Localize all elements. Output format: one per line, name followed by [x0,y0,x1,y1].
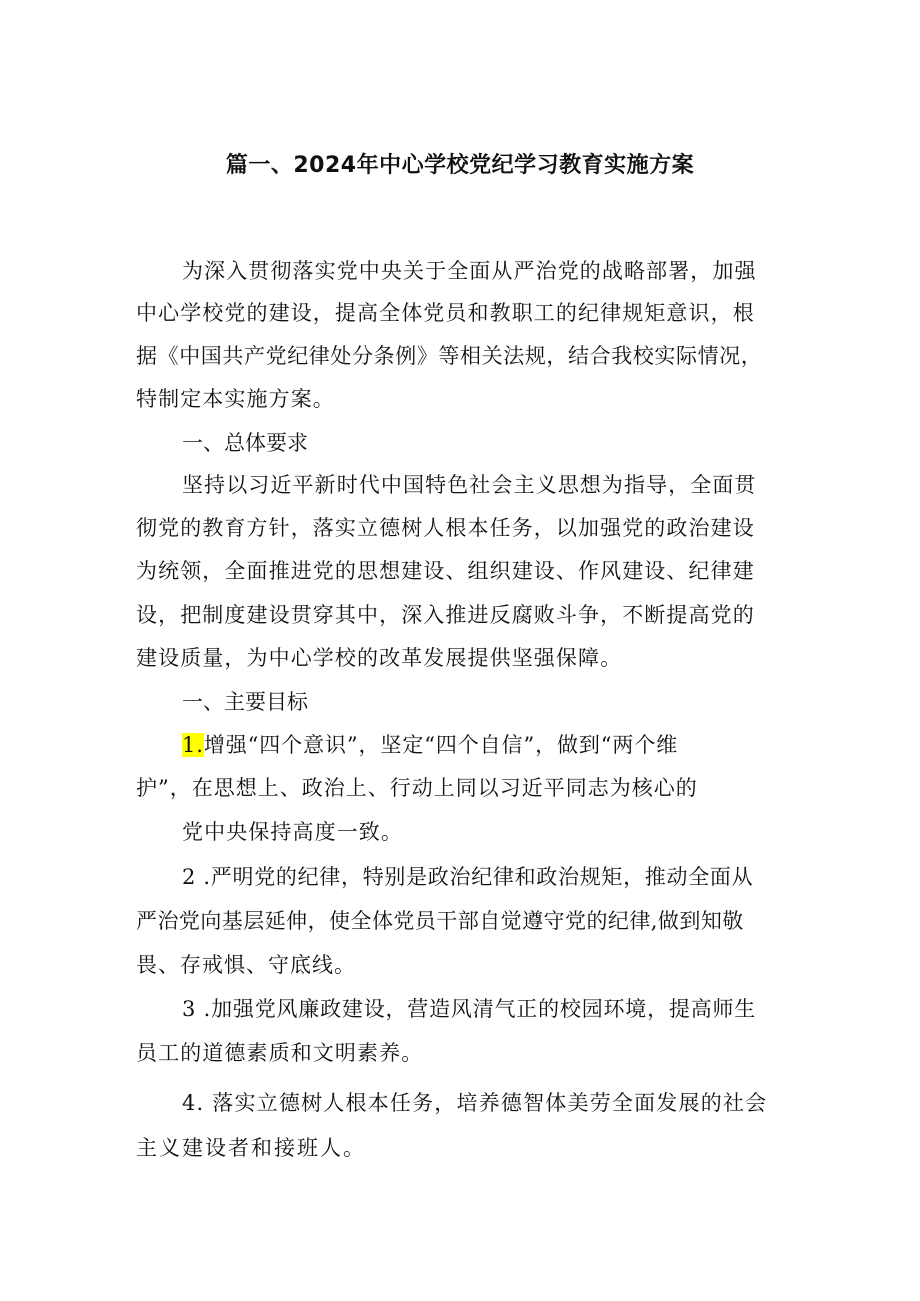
section1-line-4: 设，把制度建设贯穿其中，深入推进反腐败斗争，不断提高党的 [136,603,755,627]
goal-3-line-2: 员工的道德素质和文明素养。 [136,1041,424,1065]
intro-line-1: 为深入贯彻落实党中央关于全面从严治党的战略部署，加强 [182,259,757,283]
goal-2-line-2: 严治党向基层延伸，使全体党员干部自觉遵守党的纪律,做到知敬 [136,909,744,933]
document-title: 篇一、2024年中心学校党纪学习教育实施方案 [225,153,695,178]
goal-1-line-1 [182,730,678,760]
intro-line-2: 中心学校党的建设，提高全体党员和教职工的纪律规矩意识，根 [136,301,755,325]
goal-2-line-1: 2 .严明党的纪律，特别是政治纪律和政治规矩，推动全面从 [182,865,754,889]
section-heading-general-requirements: 一、总体要求 [182,431,308,455]
highlighted-number: 1. [182,733,204,757]
intro-line-3: 据《中国共产党纪律处分条例》等相关法规，结合我校实际情况， [136,344,763,368]
goal-1-text: 增强“四个意识”，坚定“四个自信”，做到“两个维 [203,733,679,757]
section1-line-3: 为统领，全面推进党的思想建设、组织建设、作风建设、纪律建 [136,559,755,583]
goal-2-line-3: 畏、存戒惧、守底线。 [136,953,356,977]
goal-1-line-3: 党中央保持高度一致。 [182,820,403,844]
section-heading-main-goals: 一、主要目标 [182,690,308,714]
section1-line-5: 建设质量，为中心学校的改革发展提供坚强保障。 [136,646,623,670]
goal-3-line-1: 3 .加强党风廉政建设，营造风清气正的校园环境，提高师生 [182,997,757,1021]
goal-4-line-2: 主义建设者和接班人。 [136,1136,366,1160]
section1-line-1: 坚持以习近平新时代中国特色社会主义思想为指导，全面贯 [182,473,757,497]
section1-line-2: 彻党的教育方针，落实立德树人根本任务，以加强党的政治建设 [136,516,755,540]
intro-line-4: 特制定本实施方案。 [136,387,335,411]
goal-1-line-2: 护”，在思想上、政治上、行动上同以习近平同志为核心的 [136,776,698,800]
goal-4-line-1: 4. 落实立德树人根本任务，培养德智体美劳全面发展的社会 [182,1091,768,1115]
